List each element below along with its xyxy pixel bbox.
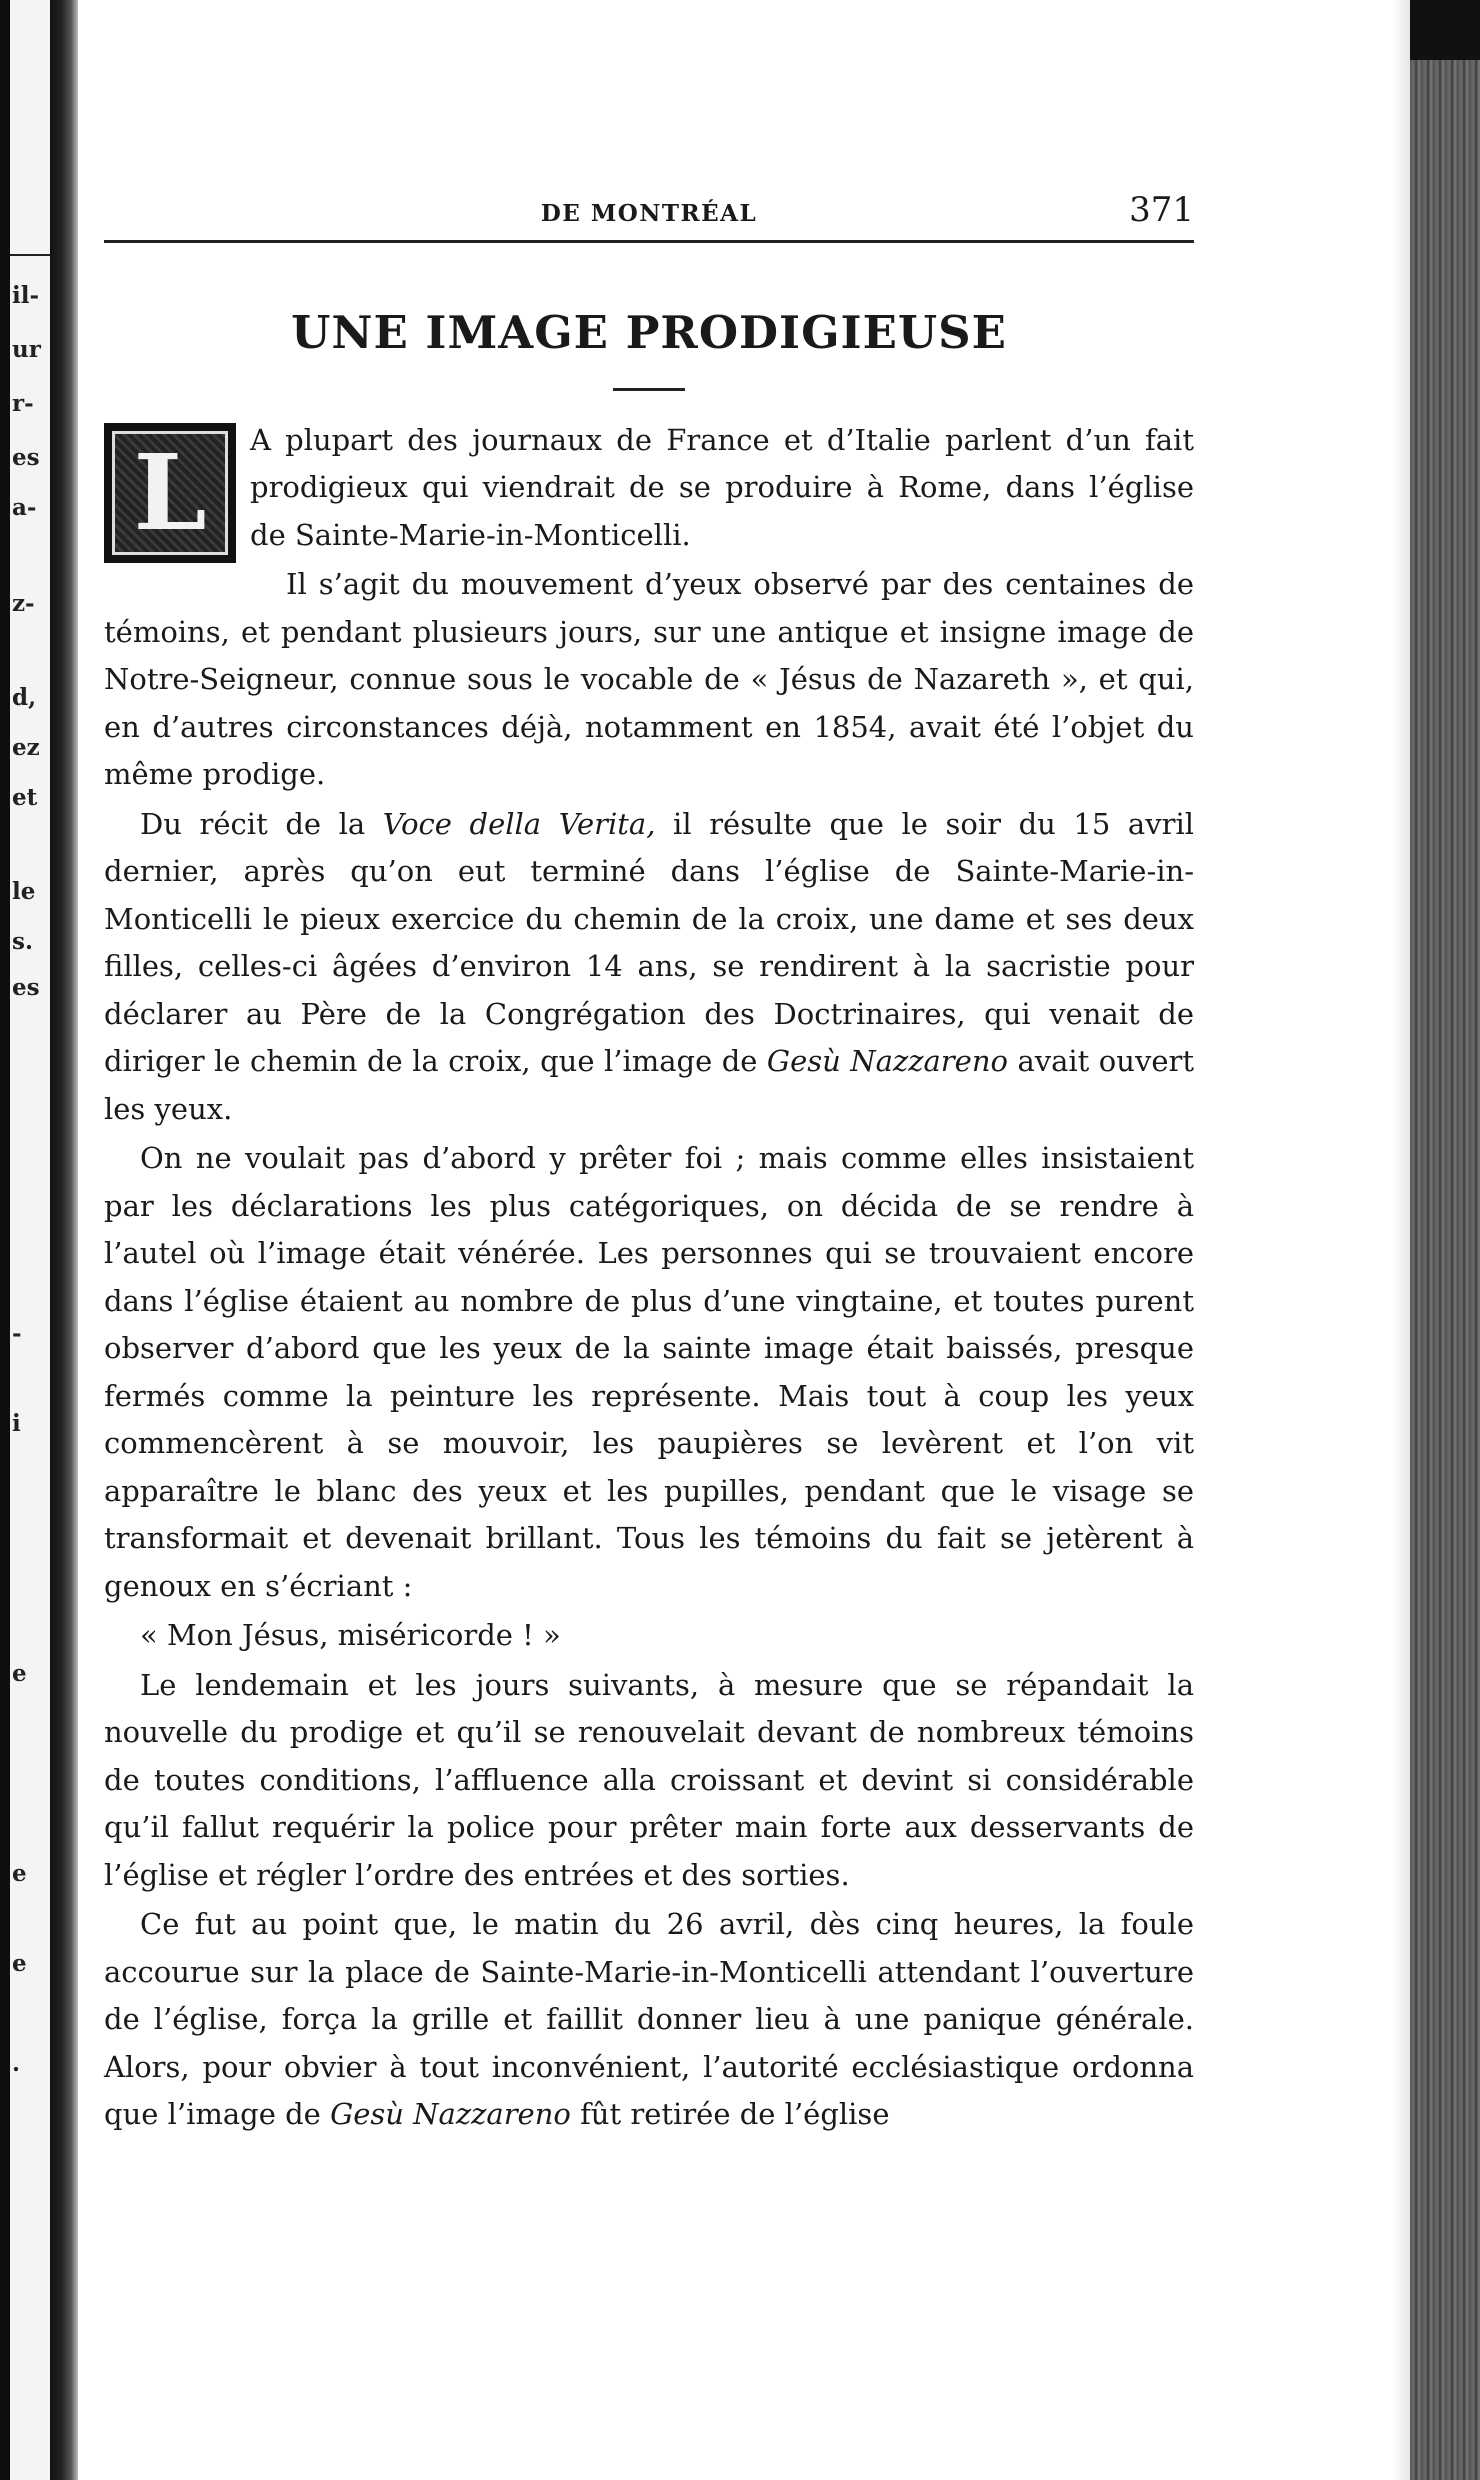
adjacent-page-fragment: e <box>12 1660 27 1687</box>
adjacent-page-fragment: e <box>12 1950 27 1977</box>
paragraph <box>104 1135 1194 1610</box>
text-run: On ne voulait pas d’abord y prêter foi ; mais comme elles insistaient par les déclarations les plus catégoriques, on décida de se rendre à l’autel où l’image était vénérée. Les personnes qui se trouvaient encore dans l’église étaient au nombre de plus d’une vingtaine, et toutes purent observer d’abord que les yeux de la sainte image était baissés, presque fermés comme la peinture les représente. Mais tout à coup les yeux commencèrent à se mouvoir, les paupières se levèrent et l’on vit apparaître le blanc des yeux et les pupilles, pendant que le visage se transformait et devenait brillant. Tous les témoins du fait se jetèrent à genoux en s’écriant : <box>104 1141 1194 1603</box>
paragraph <box>104 1662 1194 1900</box>
adjacent-page-fragment: - <box>12 1320 22 1347</box>
drop-cap-ornament <box>104 423 236 563</box>
title-rule <box>613 388 685 391</box>
scan-border-left <box>0 0 10 2480</box>
adjacent-page-fragment: il- <box>12 282 40 309</box>
drop-cap-frame <box>112 431 228 555</box>
text-run: Il s’agit du mouvement d’yeux observé par des centaines de témoins, et pendant plusieurs jours, sur une antique et insigne image de Notre-Seigneur, connue sous le vocable de « Jésus de Nazareth », et qui, en d’autres circonstances déjà, notamment en 1854, avait été l’objet du même prodige. <box>104 567 1194 791</box>
book-page <box>104 180 1194 2141</box>
text-run: A plupart des journaux de France et d’Italie parlent d’un fait prodigieux qui viendrait de se produire à Rome, dans l’église de Sainte-Marie-in-Monticelli. <box>250 422 1194 552</box>
adjacent-page-fragment: d, <box>12 684 37 711</box>
book-page-edges <box>1410 0 1480 2480</box>
text-run: avait ouvert les yeux. <box>104 1044 1195 1126</box>
text-run: il résulte que le soir du 15 avril dernier, après qu’on eut terminé dans l’église de Sainte-Marie-in-Monticelli le pieux exercice du chemin de la croix, une dame et ses deux filles, celles-ci âgées d’environ 14 ans, se rendirent à la sacristie pour déclarer au Père de la Congrégation des Doctrinaires, qui venait de diriger le chemin de la croix, que l’image de <box>104 806 1194 1078</box>
text-run: fût retirée de l’église <box>570 2097 890 2131</box>
adjacent-page-fragment: s. <box>12 928 33 955</box>
adjacent-page-fragment: ez <box>12 734 40 761</box>
adjacent-page-fragment: i <box>12 1410 21 1437</box>
drop-cap-letter: L <box>133 430 207 554</box>
adjacent-page-fragment: et <box>12 784 38 811</box>
adjacent-page-fragment: le <box>12 878 36 905</box>
page-number: 371 <box>1129 190 1194 230</box>
article-title: UNE IMAGE PRODIGIEUSE <box>291 306 1007 359</box>
paragraph <box>104 1612 1194 1660</box>
paragraph <box>104 417 1194 560</box>
running-head: DE MONTRÉAL <box>540 200 758 227</box>
italic-text: Gesù Nazzareno <box>766 1044 1008 1078</box>
adjacent-page-fragment: ur <box>12 336 41 363</box>
adjacent-page-fragment: es <box>12 444 40 471</box>
scan-corner <box>1410 0 1480 60</box>
paragraph <box>104 561 1194 799</box>
book-gutter <box>50 0 78 2480</box>
page-header <box>104 180 1194 243</box>
text-run: « Mon Jésus, miséricorde ! » <box>140 1618 561 1652</box>
adjacent-page-fragment: es <box>12 974 40 1001</box>
text-run: Ce fut au point que, le matin du 26 avril, dès cinq heures, la foule accourue sur la place de Sainte-Marie-in-Monticelli attendant l’ouverture de l’église, força la grille et faillit donner lieu à une panique générale. Alors, pour obvier à tout inconvénient, l’autorité ecclésiastique ordonna que l’image de <box>104 1907 1194 2131</box>
adjacent-page-fragment: z- <box>12 590 35 617</box>
text-run: Du récit de la <box>140 806 383 841</box>
paragraph <box>104 801 1194 1134</box>
adjacent-page-rule <box>10 254 50 256</box>
adjacent-page-margin <box>10 0 50 2480</box>
italic-text: Gesù Nazzareno <box>330 2097 571 2131</box>
paragraph <box>104 1901 1194 2139</box>
adjacent-page-fragment: r- <box>12 390 34 417</box>
page-edge-shadow <box>1392 0 1410 2480</box>
article-body <box>104 417 1194 2139</box>
adjacent-page-fragment: a- <box>12 494 37 521</box>
adjacent-page-fragment: e <box>12 1860 27 1887</box>
adjacent-page-fragment: . <box>12 2050 21 2077</box>
italic-text: Voce della Verita, <box>382 806 656 841</box>
text-run: Le lendemain et les jours suivants, à mesure que se répandait la nouvelle du prodige et qu’il se renouvelait devant de nombreux témoins de toutes conditions, l’affluence alla croissant et devint si considérable qu’il fallut requérir la police pour prêter main forte aux desservants de l’église et régler l’ordre des entrées et des sorties. <box>104 1667 1194 1892</box>
